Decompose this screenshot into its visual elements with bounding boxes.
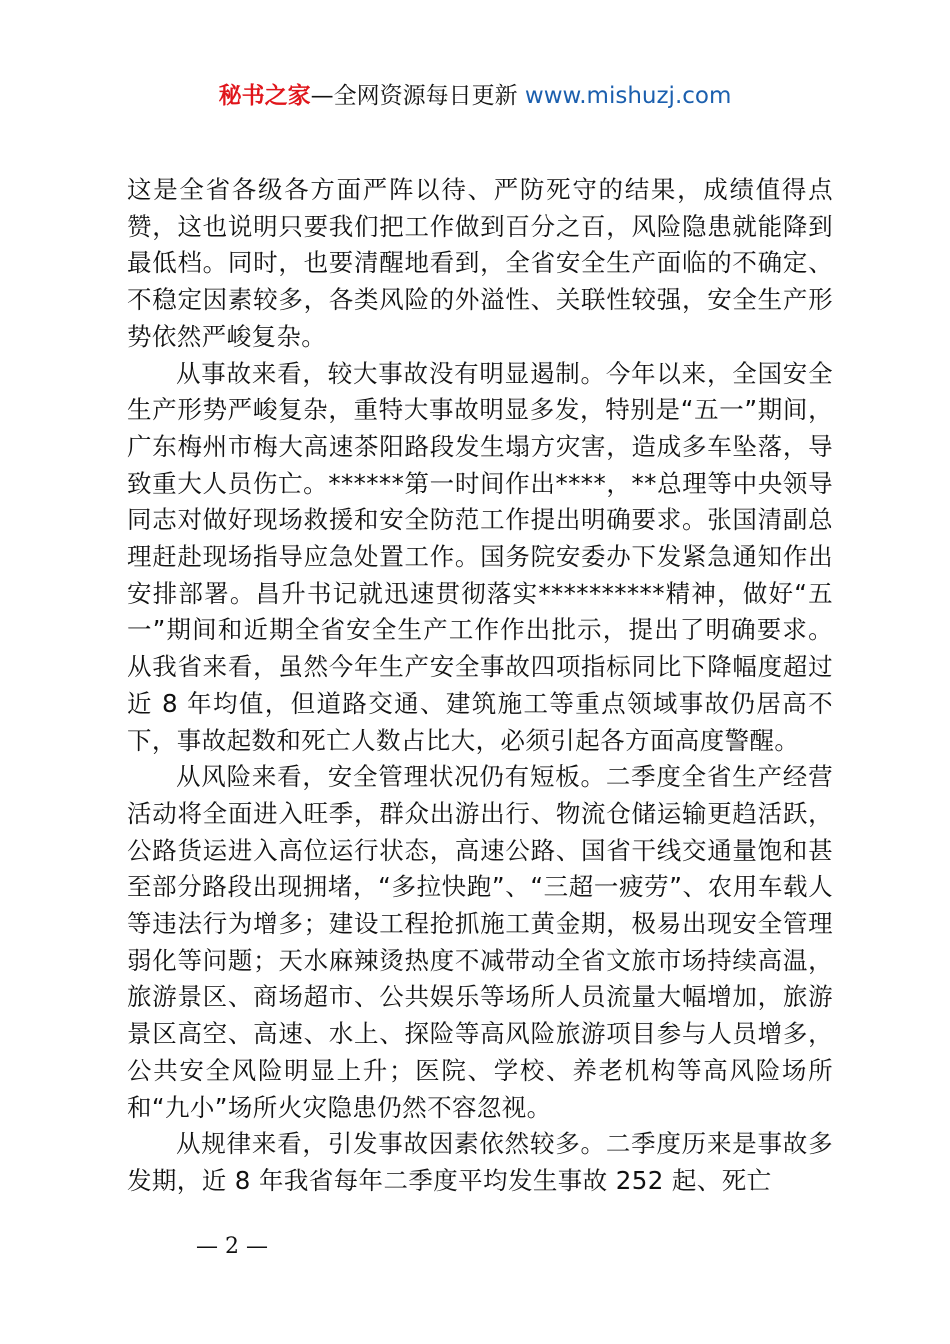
page-number: — 2 — xyxy=(196,1234,268,1259)
document-header xyxy=(0,80,950,112)
paragraph-3: 从风险来看，安全管理状况仍有短板。二季度全省生产经营活动将全面进入旺季，群众出游出行、物流仓储运输更趋活跃，公路货运进入高位运行状态，高速公路、国省干线交通量饱和甚至部分路段出现拥堵，“多拉快跑”、“三超一疲劳”、农用车载人等违法行为增多；建设工程抢抓施工黄金期，极易出现安全管理弱化等问题；天水麻辣烫热度不减带动全省文旅市场持续高温，旅游景区、商场超市、公共娱乐等场所人员流量大幅增加，旅游景区高空、高速、水上、探险等高风险旅游项目参与人员增多，公共安全风险明显上升；医院、学校、养老机构等高风险场所和“九小”场所火灾隐患仍然不容忽视。 xyxy=(127,762,833,1122)
paragraph-4: 从规律来看，引发事故因素依然较多。二季度历来是事故多发期，近 8 年我省每年二季度平均发生事故 252 起、死亡 xyxy=(127,1129,833,1195)
paragraph-2: 从事故来看，较大事故没有明显遏制。今年以来，全国安全生产形势严峻复杂，重特大事故明显多发，特别是“五一”期间，广东梅州市梅大高速茶阳路段发生塌方灾害，造成多车坠落，导致重大人员伤亡。******第一时间作出****，**总理等中央领导同志对做好现场救援和安全防范工作提出明确要求。张国清副总理赶赴现场指导应急处置工作。国务院安委办下发紧急通知作出安排部署。昌升书记就迅速贯彻落实**********精神，做好“五一”期间和近期全省安全生产工作作出批示，提出了明确要求。从我省来看，虽然今年生产安全事故四项指标同比下降幅度超过近 8 年均值，但道路交通、建筑施工等重点领域事故仍居高不下，事故起数和死亡人数占比大，必须引起各方面高度警醒。 xyxy=(127,358,833,755)
header-brand: 秘书之家 xyxy=(218,83,311,109)
header-url[interactable]: www.mishuzj.com xyxy=(524,83,732,109)
header-tagline: —全网资源每日更新 xyxy=(310,83,525,109)
document-body xyxy=(127,172,833,1200)
paragraph-1: 这是全省各级各方面严阵以待、严防死守的结果，成绩值得点赞，这也说明只要我们把工作做到百分之百，风险隐患就能降到最低档。同时，也要清醒地看到，全省安全生产面临的不确定、不稳定因素较多，各类风险的外溢性、关联性较强，安全生产形势依然严峻复杂。 xyxy=(127,175,833,351)
